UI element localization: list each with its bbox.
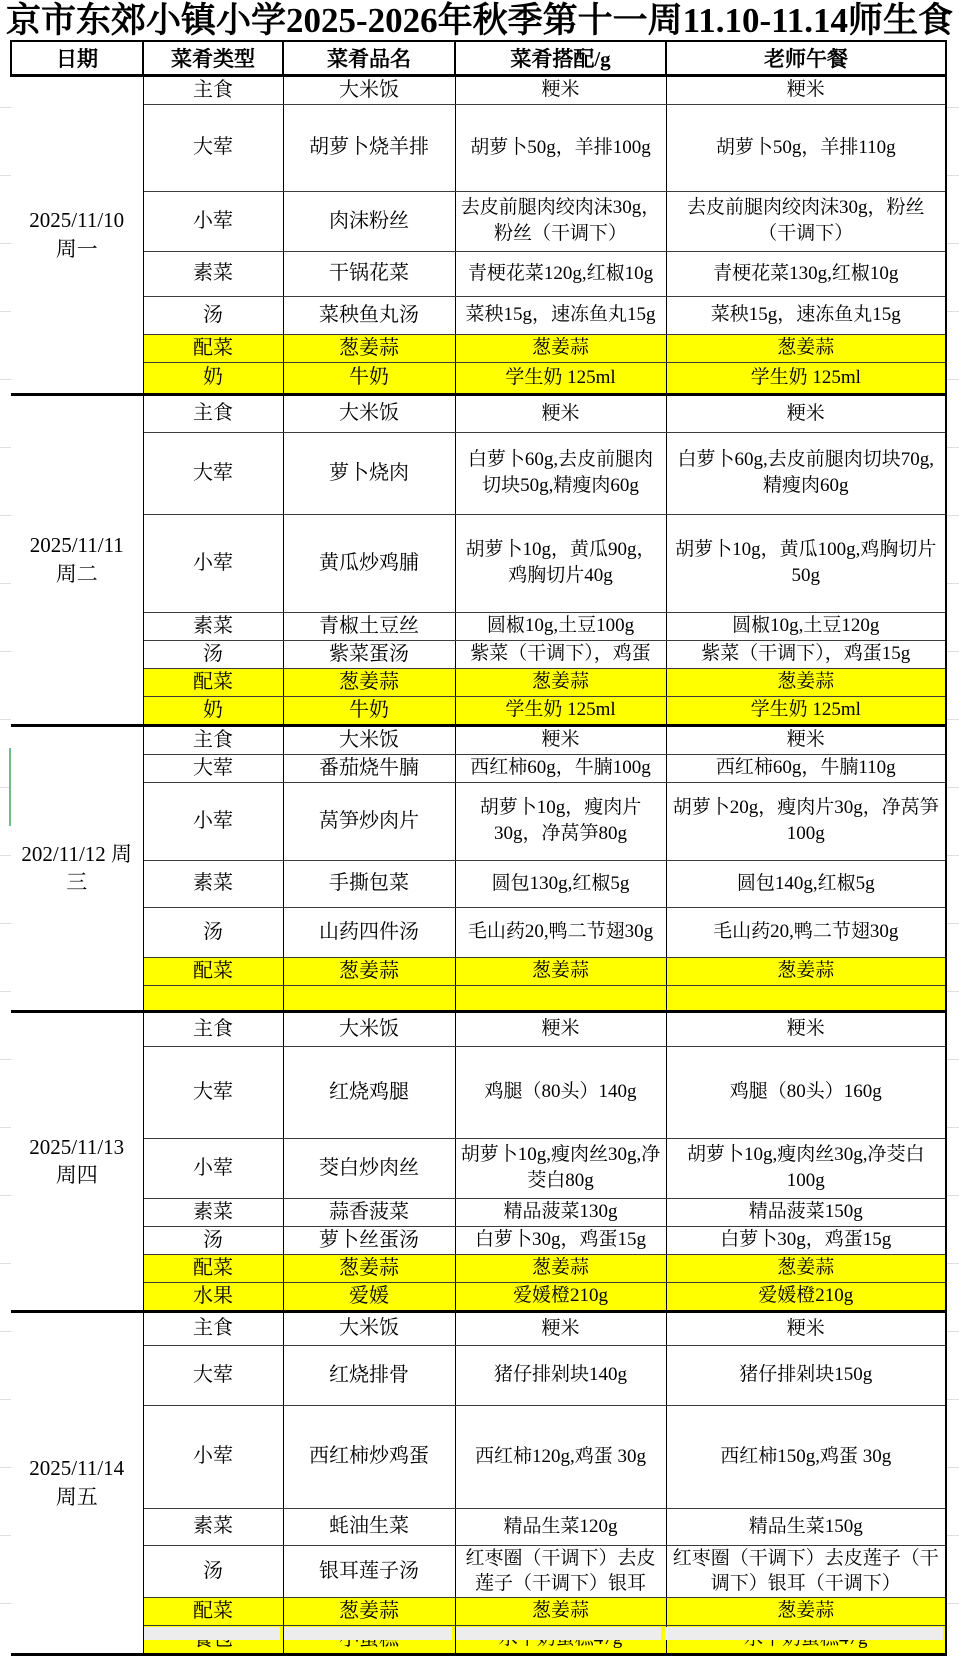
- pairing-cell[interactable]: 葱姜蒜: [455, 1597, 666, 1625]
- dish-name-cell[interactable]: 黄瓜炒鸡脯: [283, 514, 455, 612]
- teacher-lunch-cell[interactable]: 学生奶 125ml: [666, 362, 946, 394]
- pairing-cell[interactable]: 西红柿120g,鸡蛋 30g: [455, 1405, 666, 1508]
- menu-row: [11, 860, 946, 907]
- pairing-cell[interactable]: 葱姜蒜: [455, 1254, 666, 1282]
- teacher-lunch-cell[interactable]: 白萝卜60g,去皮前腿肉切块70g,精瘦肉60g: [666, 432, 946, 514]
- meal-type-cell[interactable]: 大荤: [143, 1046, 283, 1138]
- teacher-lunch-cell[interactable]: 圆包140g,红椒5g: [666, 860, 946, 907]
- dish-name-cell[interactable]: 青椒土豆丝: [283, 612, 455, 640]
- dish-name-cell[interactable]: 胡萝卜烧羊排: [283, 104, 455, 191]
- menu-table: [10, 40, 947, 1656]
- dish-name-cell[interactable]: 干锅花菜: [283, 251, 455, 296]
- teacher-lunch-cell[interactable]: 胡萝卜50g，羊排110g: [666, 104, 946, 191]
- meal-type-cell[interactable]: 水果: [143, 1282, 283, 1311]
- menu-row: [11, 640, 946, 668]
- pairing-cell[interactable]: 猪仔排剁块140g: [455, 1345, 666, 1405]
- menu-row: [11, 1198, 946, 1226]
- menu-row: [11, 1226, 946, 1254]
- teacher-lunch-cell[interactable]: 鸡腿（80头）160g: [666, 1046, 946, 1138]
- pairing-cell[interactable]: 鸡腿（80头）140g: [455, 1046, 666, 1138]
- dish-name-cell[interactable]: 葱姜蒜: [283, 1254, 455, 1282]
- below-table-cell: [284, 1627, 452, 1640]
- menu-row: [11, 1508, 946, 1545]
- pairing-cell[interactable]: 胡萝卜50g，羊排100g: [455, 104, 666, 191]
- dish-name-cell[interactable]: 葱姜蒜: [283, 957, 455, 985]
- teacher-lunch-cell[interactable]: 西红柿60g，牛腩110g: [666, 754, 946, 782]
- header-row: [11, 41, 946, 75]
- dish-name-cell[interactable]: 山药四件汤: [283, 907, 455, 957]
- teacher-lunch-cell[interactable]: 粳米: [666, 1011, 946, 1046]
- pairing-cell[interactable]: 粳米: [455, 75, 666, 104]
- meal-type-cell[interactable]: 汤: [143, 640, 283, 668]
- meal-type-cell[interactable]: 小荤: [143, 191, 283, 251]
- date-cell[interactable]: [11, 394, 143, 725]
- menu-row: [11, 514, 946, 612]
- menu-table-body: [11, 75, 946, 1654]
- pairing-cell[interactable]: 学生奶 125ml: [455, 696, 666, 725]
- dish-name-cell[interactable]: 大米饭: [283, 75, 455, 104]
- menu-row: [11, 1011, 946, 1046]
- teacher-lunch-cell[interactable]: 白萝卜30g，鸡蛋15g: [666, 1226, 946, 1254]
- teacher-lunch-cell[interactable]: 菜秧15g，速冻鱼丸15g: [666, 296, 946, 334]
- dish-name-cell[interactable]: 萝卜烧肉: [283, 432, 455, 514]
- teacher-lunch-cell[interactable]: 猪仔排剁块150g: [666, 1345, 946, 1405]
- dish-name-cell[interactable]: 萝卜丝蛋汤: [283, 1226, 455, 1254]
- date-line: 2025/11/10: [29, 208, 125, 233]
- right-margin-gridlines: [945, 40, 959, 1630]
- dish-name-cell[interactable]: 银耳莲子汤: [283, 1545, 455, 1597]
- teacher-lunch-cell[interactable]: 去皮前腿肉绞肉沫30g，粉丝（干调下）: [666, 191, 946, 251]
- teacher-lunch-cell[interactable]: 胡萝卜10g，黄瓜100g,鸡胸切片50g: [666, 514, 946, 612]
- dish-name-cell[interactable]: 大米饭: [283, 394, 455, 432]
- pairing-cell[interactable]: 学生奶 125ml: [455, 362, 666, 394]
- teacher-lunch-cell[interactable]: 精品生菜150g: [666, 1508, 946, 1545]
- menu-row: [11, 1282, 946, 1311]
- pairing-cell[interactable]: 粳米: [455, 725, 666, 754]
- sheet-title: 京市东郊小镇小学2025-2026年秋季第十一周11.10-11.14师生食: [6, 1, 953, 40]
- menu-row: [11, 1138, 946, 1198]
- meal-type-cell[interactable]: 汤: [143, 907, 283, 957]
- date-line: 三: [66, 870, 88, 894]
- teacher-lunch-cell[interactable]: [666, 985, 946, 1011]
- teacher-lunch-cell[interactable]: 粳米: [666, 75, 946, 104]
- pairing-cell[interactable]: 胡萝卜10g，瘦肉片30g，净莴笋80g: [455, 782, 666, 860]
- pairing-cell[interactable]: 葱姜蒜: [455, 668, 666, 696]
- pairing-cell[interactable]: 粳米: [455, 394, 666, 432]
- dish-name-cell[interactable]: 葱姜蒜: [283, 1597, 455, 1625]
- meal-type-cell[interactable]: 配菜: [143, 957, 283, 985]
- menu-row: [11, 296, 946, 334]
- pairing-cell[interactable]: 毛山药20,鸭二节翅30g: [455, 907, 666, 957]
- menu-row: [11, 1597, 946, 1625]
- menu-row: [11, 696, 946, 725]
- teacher-lunch-cell[interactable]: 毛山药20,鸭二节翅30g: [666, 907, 946, 957]
- menu-row: [11, 668, 946, 696]
- column-header-0: 日期: [11, 41, 143, 75]
- dish-name-cell[interactable]: 肉沫粉丝: [283, 191, 455, 251]
- meal-type-cell[interactable]: 配菜: [143, 334, 283, 362]
- teacher-lunch-cell[interactable]: 胡萝卜20g，瘦肉片30g，净莴笋100g: [666, 782, 946, 860]
- meal-type-cell[interactable]: 主食: [143, 75, 283, 104]
- column-header-2: 菜肴品名: [283, 41, 455, 75]
- column-header-4: 老师午餐: [666, 41, 946, 75]
- pairing-cell[interactable]: 紫菜（干调下），鸡蛋: [455, 640, 666, 668]
- meal-type-cell[interactable]: [143, 985, 283, 1011]
- pairing-cell[interactable]: 菜秧15g，速冻鱼丸15g: [455, 296, 666, 334]
- teacher-lunch-cell[interactable]: 红枣圈（干调下）去皮莲子（干调下）银耳（干调下）: [666, 1545, 946, 1597]
- teacher-lunch-cell[interactable]: 粳米: [666, 725, 946, 754]
- meal-type-cell[interactable]: 小荤: [143, 1405, 283, 1508]
- menu-row: [11, 957, 946, 985]
- menu-row: [11, 1345, 946, 1405]
- menu-row: [11, 432, 946, 514]
- meal-type-cell[interactable]: 素菜: [143, 1198, 283, 1226]
- dish-name-cell[interactable]: 蒜香菠菜: [283, 1198, 455, 1226]
- menu-row: [11, 394, 946, 432]
- menu-row: [11, 1545, 946, 1597]
- pairing-cell[interactable]: 葱姜蒜: [455, 334, 666, 362]
- date-line: 2025/11/11: [29, 533, 124, 558]
- below-table-cell: [665, 1627, 943, 1640]
- meal-type-cell[interactable]: 素菜: [143, 1508, 283, 1545]
- pairing-cell[interactable]: 青梗花菜120g,红椒10g: [455, 251, 666, 296]
- pairing-cell[interactable]: 胡萝卜10g,瘦肉丝30g,净茭白80g: [455, 1138, 666, 1198]
- pairing-cell[interactable]: 葱姜蒜: [455, 957, 666, 985]
- menu-row: [11, 334, 946, 362]
- meal-type-cell[interactable]: 小荤: [143, 1138, 283, 1198]
- dish-name-cell[interactable]: 爱媛: [283, 1282, 455, 1311]
- pairing-cell[interactable]: 爱媛橙210g: [455, 1282, 666, 1311]
- meal-type-cell[interactable]: 奶: [143, 696, 283, 725]
- teacher-lunch-cell[interactable]: 西红柿150g,鸡蛋 30g: [666, 1405, 946, 1508]
- teacher-lunch-cell[interactable]: 葱姜蒜: [666, 1254, 946, 1282]
- menu-row: [11, 1311, 946, 1345]
- meal-type-cell[interactable]: 汤: [143, 1545, 283, 1597]
- menu-row: [11, 75, 946, 104]
- meal-type-cell[interactable]: 大荤: [143, 432, 283, 514]
- pairing-cell[interactable]: 粳米: [455, 1011, 666, 1046]
- menu-row: [11, 1046, 946, 1138]
- dish-name-cell[interactable]: 葱姜蒜: [283, 334, 455, 362]
- menu-row: [11, 191, 946, 251]
- meal-type-cell[interactable]: 汤: [143, 296, 283, 334]
- menu-row: [11, 362, 946, 394]
- teacher-lunch-cell[interactable]: 粳米: [666, 394, 946, 432]
- date-line: 周一: [55, 236, 98, 261]
- teacher-lunch-cell[interactable]: 粳米: [666, 1311, 946, 1345]
- meal-type-cell[interactable]: 配菜: [143, 668, 283, 696]
- teacher-lunch-cell[interactable]: 紫菜（干调下），鸡蛋15g: [666, 640, 946, 668]
- menu-row: [11, 251, 946, 296]
- menu-row: [11, 782, 946, 860]
- meal-type-cell[interactable]: 大荤: [143, 104, 283, 191]
- pairing-cell[interactable]: 胡萝卜10g，黄瓜90g，鸡胸切片40g: [455, 514, 666, 612]
- meal-type-cell[interactable]: 小荤: [143, 782, 283, 860]
- dish-name-cell[interactable]: 蚝油生菜: [283, 1508, 455, 1545]
- dish-name-cell[interactable]: 大米饭: [283, 1311, 455, 1345]
- pairing-cell[interactable]: 精品生菜120g: [455, 1508, 666, 1545]
- date-line: 周四: [55, 1163, 98, 1187]
- dish-name-cell[interactable]: [283, 985, 455, 1011]
- pairing-cell[interactable]: 白萝卜30g，鸡蛋15g: [455, 1226, 666, 1254]
- meal-type-cell[interactable]: 主食: [143, 725, 283, 754]
- teacher-lunch-cell[interactable]: 精品菠菜150g: [666, 1198, 946, 1226]
- meal-type-cell[interactable]: 素菜: [143, 612, 283, 640]
- teacher-lunch-cell[interactable]: 葱姜蒜: [666, 334, 946, 362]
- meal-type-cell[interactable]: 大荤: [143, 754, 283, 782]
- date-line: 2025/11/13: [29, 1134, 125, 1159]
- teacher-lunch-cell[interactable]: 圆椒10g,土豆120g: [666, 612, 946, 640]
- date-line: 2025/11/14: [29, 1456, 125, 1481]
- menu-row: [11, 754, 946, 782]
- dish-name-cell[interactable]: 红烧排骨: [283, 1345, 455, 1405]
- meal-type-cell[interactable]: 素菜: [143, 860, 283, 907]
- dish-name-cell[interactable]: 茭白炒肉丝: [283, 1138, 455, 1198]
- dish-name-cell[interactable]: 菜秧鱼丸汤: [283, 296, 455, 334]
- teacher-lunch-cell[interactable]: 胡萝卜10g,瘦肉丝30g,净茭白100g: [666, 1138, 946, 1198]
- menu-row: [11, 1405, 946, 1508]
- column-header-1: 菜肴类型: [143, 41, 283, 75]
- pairing-cell[interactable]: 红枣圈（干调下）去皮莲子（干调下）银耳: [455, 1545, 666, 1597]
- dish-name-cell[interactable]: 手撕包菜: [283, 860, 455, 907]
- meal-type-cell[interactable]: 小荤: [143, 514, 283, 612]
- menu-row: [11, 985, 946, 1011]
- dish-name-cell[interactable]: 牛奶: [283, 362, 455, 394]
- pairing-cell[interactable]: 圆包130g,红椒5g: [455, 860, 666, 907]
- dish-name-cell[interactable]: 牛奶: [283, 696, 455, 725]
- dish-name-cell[interactable]: 大米饭: [283, 725, 455, 754]
- menu-row: [11, 104, 946, 191]
- teacher-lunch-cell[interactable]: 葱姜蒜: [666, 957, 946, 985]
- dish-name-cell[interactable]: 红烧鸡腿: [283, 1046, 455, 1138]
- date-line: 202/11/12 周: [21, 841, 133, 866]
- below-table-cell: [456, 1627, 661, 1640]
- dish-name-cell[interactable]: 番茄烧牛腩: [283, 754, 455, 782]
- date-cell[interactable]: [11, 75, 143, 394]
- meal-type-cell[interactable]: 大荤: [143, 1345, 283, 1405]
- menu-row: [11, 907, 946, 957]
- date-cell[interactable]: [11, 1311, 143, 1654]
- dish-name-cell[interactable]: 大米饭: [283, 1011, 455, 1046]
- dish-name-cell[interactable]: 紫菜蛋汤: [283, 640, 455, 668]
- pairing-cell[interactable]: 去皮前腿肉绞肉沫30g，粉丝（干调下）: [455, 191, 666, 251]
- meal-type-cell[interactable]: 配菜: [143, 1597, 283, 1625]
- teacher-lunch-cell[interactable]: 青梗花菜130g,红椒10g: [666, 251, 946, 296]
- teacher-lunch-cell[interactable]: 葱姜蒜: [666, 668, 946, 696]
- menu-row: [11, 725, 946, 754]
- menu-row: [11, 612, 946, 640]
- pairing-cell[interactable]: 圆椒10g,土豆100g: [455, 612, 666, 640]
- pairing-cell[interactable]: 粳米: [455, 1311, 666, 1345]
- date-cell[interactable]: [11, 725, 143, 1011]
- dish-name-cell[interactable]: 西红柿炒鸡蛋: [283, 1405, 455, 1508]
- below-table-cell: [144, 1627, 280, 1640]
- menu-row: [11, 1254, 946, 1282]
- pairing-cell[interactable]: 白萝卜60g,去皮前腿肉切块50g,精瘦肉60g: [455, 432, 666, 514]
- pairing-cell[interactable]: 精品菠菜130g: [455, 1198, 666, 1226]
- teacher-lunch-cell[interactable]: 葱姜蒜: [666, 1597, 946, 1625]
- date-line: 周二: [55, 561, 98, 586]
- dish-name-cell[interactable]: 莴笋炒肉片: [283, 782, 455, 860]
- pairing-cell[interactable]: 西红柿60g，牛腩100g: [455, 754, 666, 782]
- menu-table-header: [11, 41, 946, 75]
- dish-name-cell[interactable]: 葱姜蒜: [283, 668, 455, 696]
- teacher-lunch-cell[interactable]: 爱媛橙210g: [666, 1282, 946, 1311]
- meal-type-cell[interactable]: 主食: [143, 1011, 283, 1046]
- column-header-3: 菜肴搭配/g: [455, 41, 666, 75]
- teacher-lunch-cell[interactable]: 学生奶 125ml: [666, 696, 946, 725]
- pairing-cell[interactable]: [455, 985, 666, 1011]
- date-cell[interactable]: [11, 1011, 143, 1311]
- meal-type-cell[interactable]: 主食: [143, 394, 283, 432]
- meal-type-cell[interactable]: 汤: [143, 1226, 283, 1254]
- meal-type-cell[interactable]: 主食: [143, 1311, 283, 1345]
- meal-type-cell[interactable]: 素菜: [143, 251, 283, 296]
- date-line: 周五: [55, 1484, 98, 1509]
- meal-type-cell[interactable]: 配菜: [143, 1254, 283, 1282]
- meal-type-cell[interactable]: 奶: [143, 362, 283, 394]
